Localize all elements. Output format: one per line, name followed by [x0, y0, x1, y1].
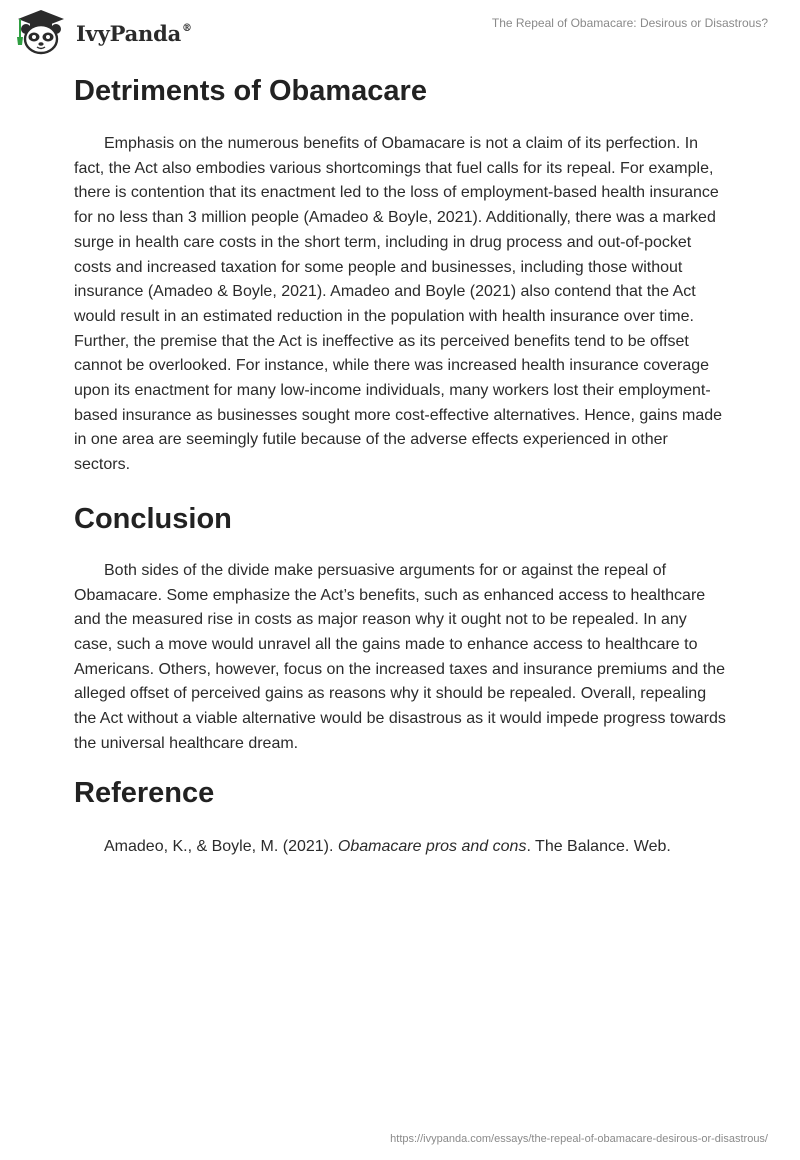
document-title: The Repeal of Obamacare: Desirous or Disastrous?: [491, 16, 768, 30]
reference-authors: Amadeo, K., & Boyle, M. (2021).: [104, 838, 338, 856]
section-heading-detriments: Detriments of Obamacare: [74, 75, 427, 107]
essay-content: [74, 66, 728, 860]
section-paragraph-conclusion: Both sides of the divide make persuasive arguments for or against the repeal of Obamacare. Some emphasize the Act’s benefits, such as enhanced access to healthcare and the measured rise in costs as major reason why it ought not to be repealed. In any case, such a move would unravel all the gains made to enhance access to healthcare to Americans. Others, however, focus on the increased taxes and insurance premiums and the alleged offset of perceived gains as reasons why it should be repealed. Overall, repealing the Act without a viable alternative would be disastrous as it would impede progress towards the universal healthcare dream.: [74, 561, 726, 752]
brand-name: IvyPanda®: [76, 20, 192, 46]
page-header: [0, 0, 800, 64]
brand-logo[interactable]: [14, 9, 192, 55]
section-paragraph-detriments: Emphasis on the numerous benefits of Obamacare is not a claim of its perfection. In fact, the Act also embodies various shortcomings that fuel calls for its repeal. For example, there is contention that its enactment led to the loss of employment-based health insurance for no less than 3 million people (Amadeo & Boyle, 2021). Additionally, there was a marked surge in health care costs in the short term, including in drug process and out-of-pocket costs and increased taxation for some people and businesses, including those without insurance (Amadeo & Boyle, 2021). Amadeo and Boyle (2021) also contend that the Act would result in an estimated reduction in the population with health insurance over time. Further, the premise that the Act is ineffective as its perceived benefits tend to be offset cannot be overlooked. For instance, while there was increased health insurance coverage upon its enactment for many low-income individuals, many workers lost their employment-based insurance as businesses sought more cost-effective alternatives. Hence, gains made in one area are seemingly futile because of the adverse effects experienced in other sectors.: [74, 135, 723, 474]
panda-graduation-cap-icon: [14, 9, 68, 55]
reference-publisher: . The Balance. Web.: [526, 838, 671, 856]
section-heading-conclusion: Conclusion: [74, 502, 232, 535]
reference-entry: [74, 835, 728, 860]
reference-title: Obamacare pros and cons: [337, 838, 527, 856]
trademark-symbol: ®: [182, 22, 192, 34]
section-heading-reference: Reference: [74, 777, 215, 810]
footer-source-url[interactable]: https://ivypanda.com/essays/the-repeal-of-obamacare-desirous-or-disastrous/: [390, 1133, 768, 1145]
